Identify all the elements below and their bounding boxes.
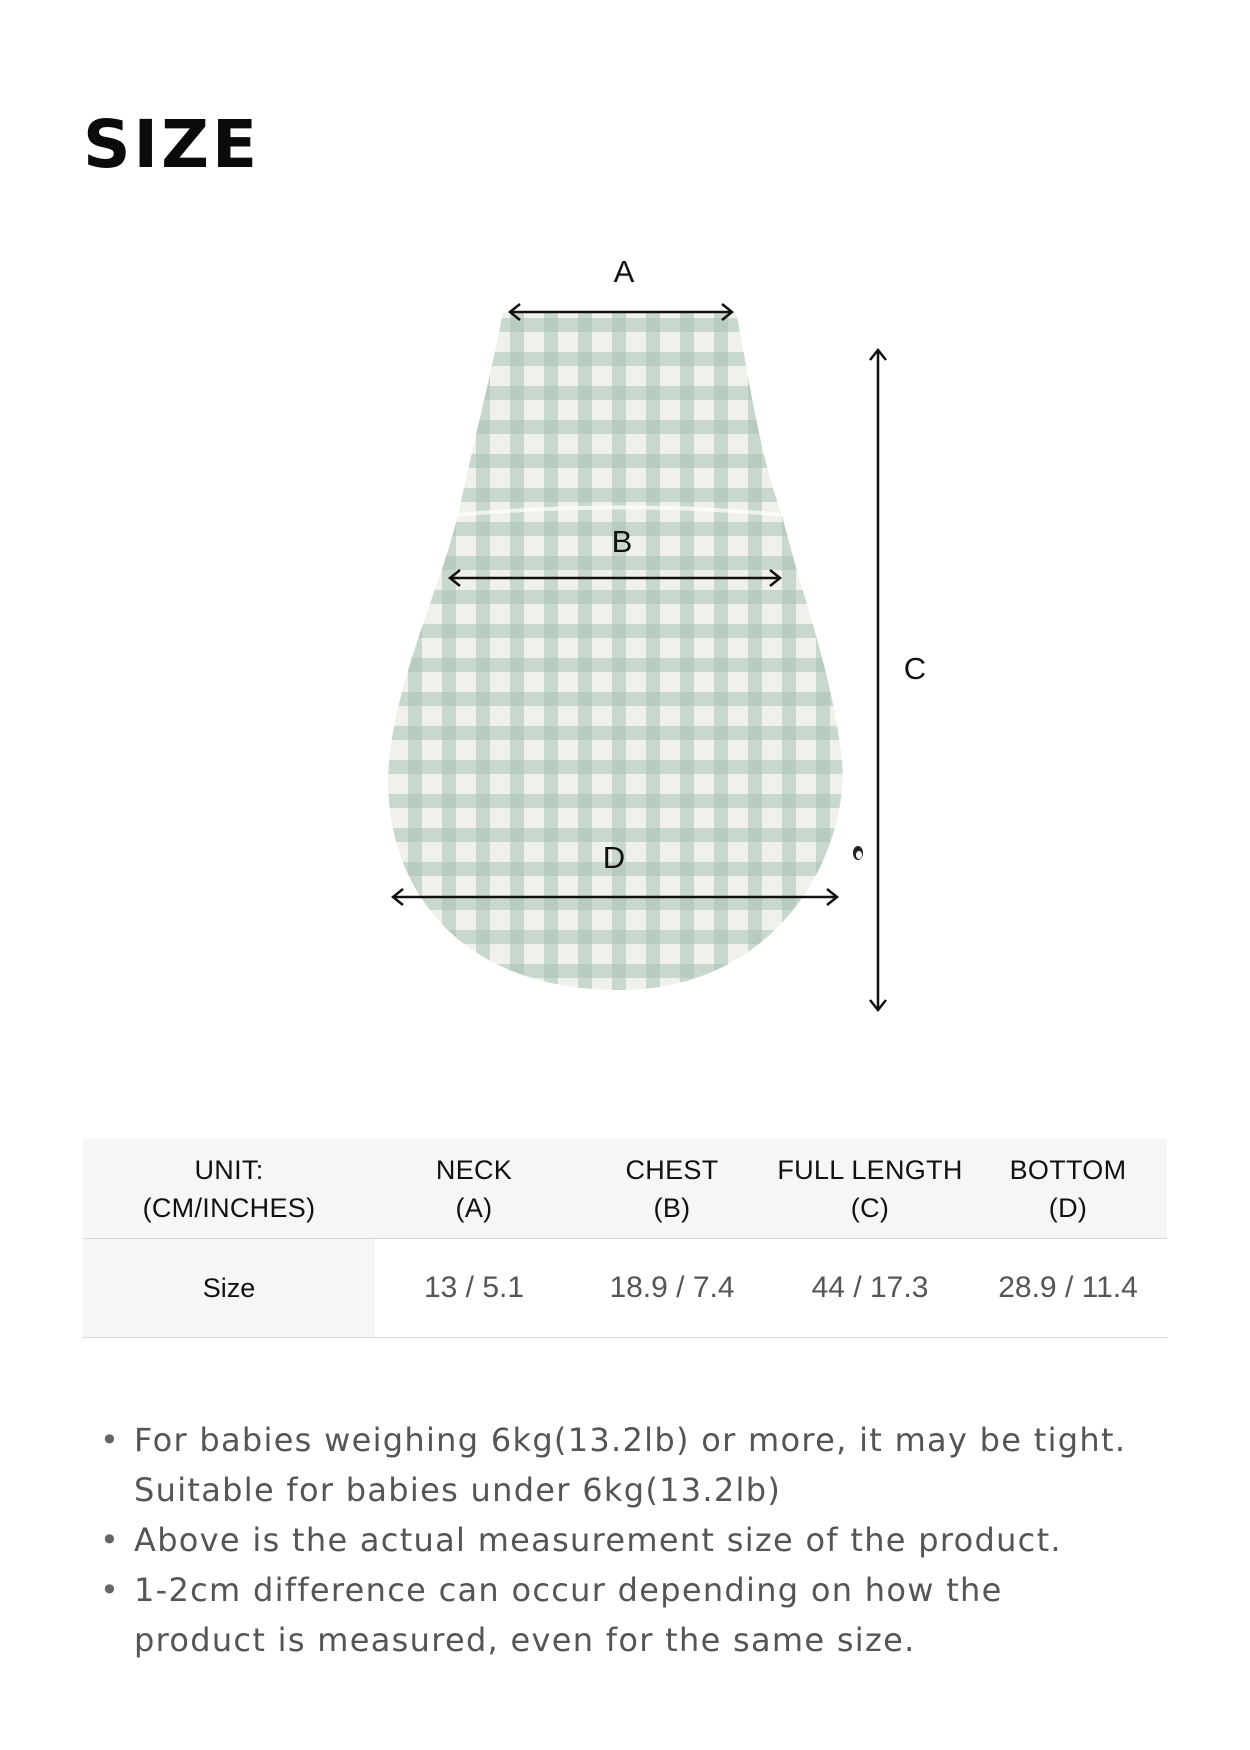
header-neck: NECK (A): [375, 1139, 573, 1239]
cell-neck-value: 13 / 5.1: [375, 1239, 573, 1338]
bullet-icon: •: [100, 1521, 121, 1559]
chest-dimension-label: B: [611, 524, 633, 559]
bullet-icon: •: [100, 1421, 121, 1459]
penguin-logo-icon: [853, 846, 863, 860]
cell-chest-value: 18.9 / 7.4: [573, 1239, 771, 1338]
table-row: [83, 1239, 1167, 1338]
list-item: • 1-2cm difference can occur depending on how the product is measured, even for the same size.: [100, 1565, 1200, 1665]
list-item: • For babies weighing 6kg(13.2lb) or more, it may be tight. Suitable for babies under 6kg(13.2lb): [100, 1415, 1200, 1515]
length-dimension-arrow: [870, 350, 886, 1010]
cell-full-length-value: 44 / 17.3: [771, 1239, 969, 1338]
garment-size-diagram: [0, 250, 1250, 1040]
list-item: • Above is the actual measurement size of the product.: [100, 1515, 1200, 1565]
neck-dimension-label: A: [613, 254, 635, 289]
header-full-length: FULL LENGTH (C): [771, 1139, 969, 1239]
length-dimension-label: C: [903, 651, 927, 686]
size-table: [83, 1139, 1167, 1338]
table-header-row: [83, 1139, 1167, 1239]
cell-bottom-value: 28.9 / 11.4: [969, 1239, 1167, 1338]
page-title: SIZE: [83, 106, 261, 183]
sleep-sack-illustration: [380, 305, 860, 1005]
header-unit: UNIT: (CM/INCHES): [83, 1139, 375, 1239]
header-chest: CHEST (B): [573, 1139, 771, 1239]
size-notes-list: [100, 1415, 1200, 1665]
bottom-dimension-label: D: [602, 840, 626, 875]
header-bottom: BOTTOM (D): [969, 1139, 1167, 1239]
row-label-size: Size: [83, 1239, 375, 1338]
bullet-icon: •: [100, 1571, 121, 1609]
